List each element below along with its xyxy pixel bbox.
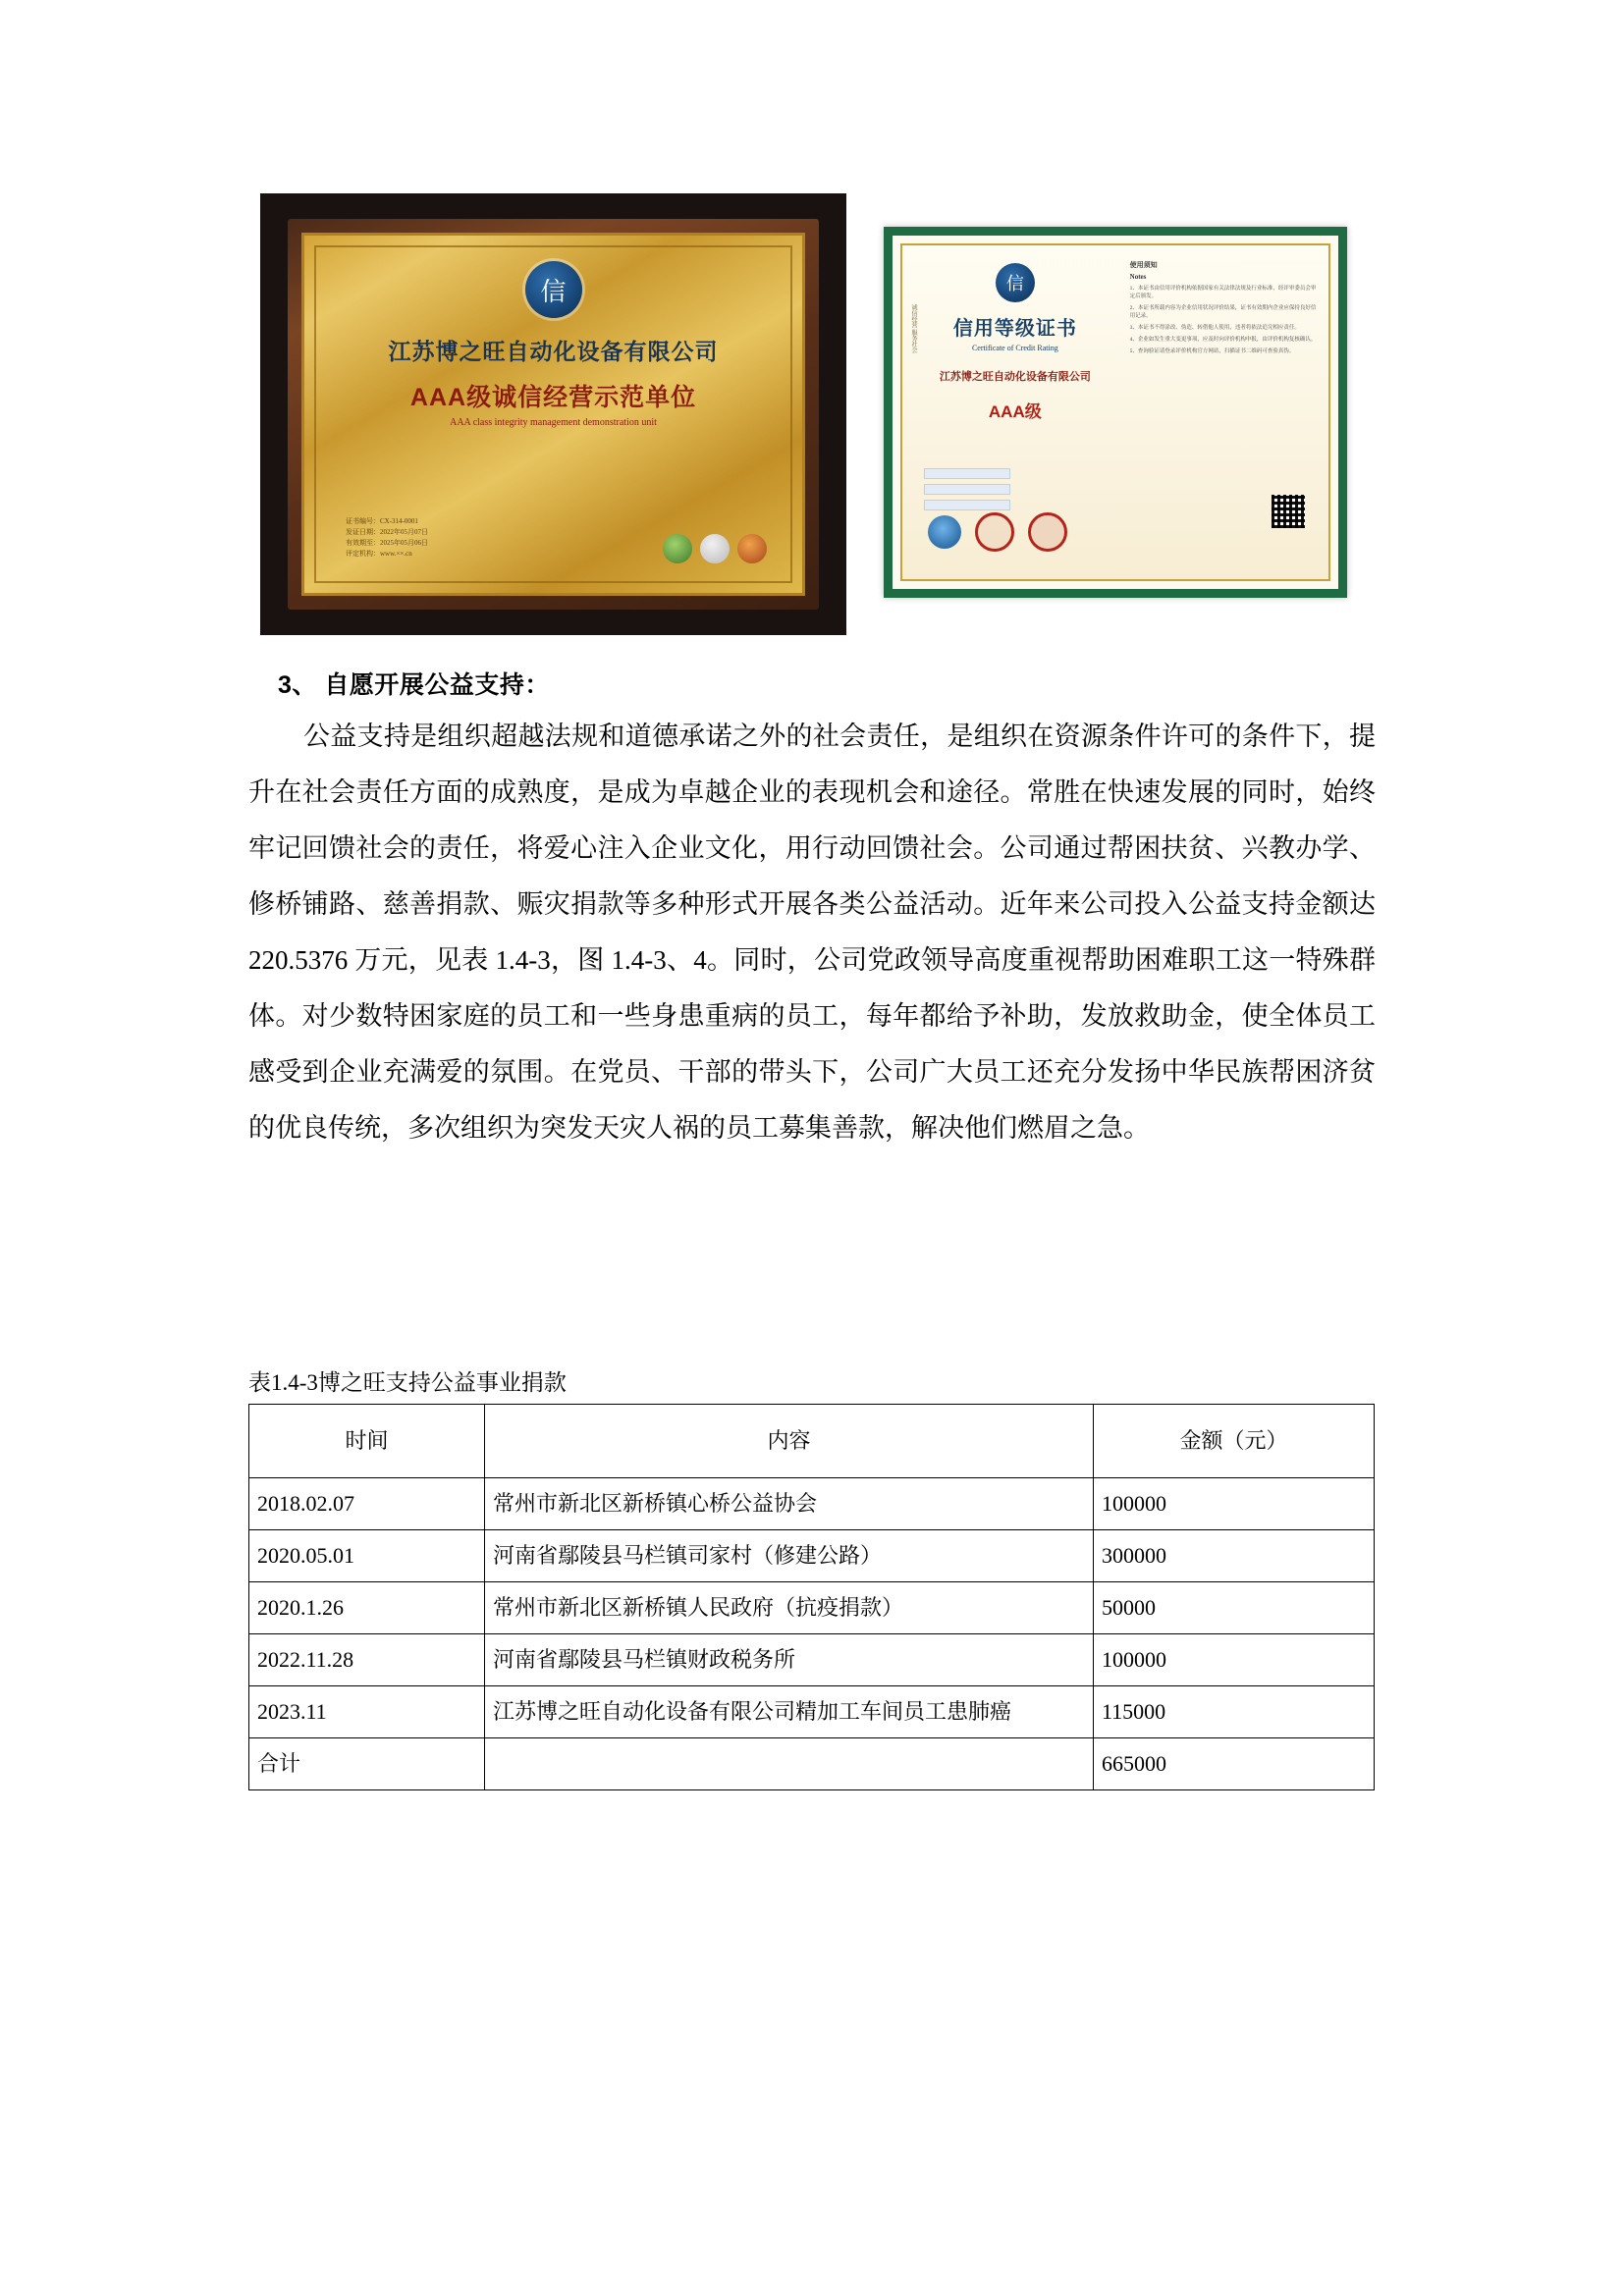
certificate-inner bbox=[900, 243, 1330, 581]
table-row bbox=[249, 1582, 1375, 1634]
plaque-award-title-en: AAA class integrity management demonstration unit bbox=[450, 417, 657, 428]
cell-time: 2018.02.07 bbox=[249, 1478, 485, 1530]
plaque-detail-line: 证书编号：CX-314-0001 bbox=[346, 517, 418, 525]
plaque-frame bbox=[288, 219, 819, 610]
column-header-time: 时间 bbox=[249, 1405, 485, 1478]
table-header-row bbox=[249, 1405, 1375, 1478]
table-caption: 表1.4-3博之旺支持公益事业捐款 bbox=[248, 1370, 567, 1395]
column-header-content: 内容 bbox=[485, 1405, 1094, 1478]
cell-amount: 300000 bbox=[1094, 1530, 1375, 1582]
certificate-title: 信用等级证书 bbox=[952, 318, 1077, 340]
certificate-notes-heading-en: Notes bbox=[1129, 273, 1147, 281]
plaque-logo-icon bbox=[663, 534, 692, 563]
plaque-logo-icon bbox=[700, 534, 730, 563]
certificate-note: 4、企业如发生重大变更事项，应及时向评价机构申报，由评价机构复核确认。 bbox=[1129, 337, 1317, 343]
table-row bbox=[249, 1686, 1375, 1738]
certificate-grade: AAA级 bbox=[988, 402, 1042, 421]
cell-time: 2023.11 bbox=[249, 1686, 485, 1738]
certificate-note: 3、本证书不得涂改、伪造、转借他人使用，违者将依法追究相应责任。 bbox=[1129, 325, 1300, 331]
cell-content: 江苏博之旺自动化设备有限公司精加工车间员工患肺癌 bbox=[485, 1686, 1094, 1738]
certificate-field-bar bbox=[924, 484, 1010, 495]
plaque-logo-icon bbox=[737, 534, 767, 563]
plaque-logo-group bbox=[663, 534, 767, 563]
body-paragraph: 公益支持是组织超越法规和道德承诺之外的社会责任，是组织在资源条件许可的条件下，提升在社会责任方面的成熟度，是成为卓越企业的表现机会和途径。常胜在快速发展的同时，始终牢记回馈社会的责任，将爱心注入企业文化，用行动回馈社会。公司通过帮困扶贫、兴教办学、修桥铺路、慈善捐款、赈灾捐款等多种形式开展各类公益活动。近年来公司投入公益支持金额达 220.5376 万元，见表 1.4-3，图 1.4-3、4。同时，公司党政领导高度重视帮助困难职工这一特殊群体。对少数特困家庭的员工和一些身患重病的员工，每年都给予补助，发放救助金，使全体员工感受到企业充满爱的氛围。在党员、干部的带头下，公司广大员工还充分发扬中华民族帮困济贫的优良传统，多次组织为突发天灾人祸的员工募集善款，解决他们燃眉之急。 bbox=[248, 721, 1376, 1143]
cell-amount: 115000 bbox=[1094, 1686, 1375, 1738]
certificate-notes-title: 使用须知 bbox=[1129, 261, 1158, 269]
credit-certificate-photo bbox=[846, 193, 1375, 635]
plaque-detail-lines bbox=[346, 516, 428, 560]
plaque-detail-line: 评定机构：www.××.cn bbox=[346, 550, 412, 558]
plaque-photo bbox=[260, 193, 846, 635]
certificate-note: 1、本证书由信用评价机构依据国家有关法律法规及行业标准，经评审委员会审定后颁发。 bbox=[1129, 286, 1317, 299]
certificate-title-en: Certificate of Credit Rating bbox=[971, 344, 1058, 352]
certificates-image-block bbox=[260, 193, 1375, 635]
credit-emblem-icon: 信 bbox=[525, 261, 582, 318]
certificate-company-name: 江苏博之旺自动化设备有限公司 bbox=[939, 371, 1091, 383]
cell-time: 2020.05.01 bbox=[249, 1530, 485, 1582]
certificate-left-panel bbox=[902, 245, 1124, 579]
table-row bbox=[249, 1478, 1375, 1530]
column-header-amount: 金额（元） bbox=[1094, 1405, 1375, 1478]
certificate-note: 2、本证书所载内容为企业信用状况评价结果，证书有效期内企业应保持良好信用记录。 bbox=[1129, 305, 1317, 319]
certificate-notes-panel bbox=[1124, 245, 1328, 579]
certificate-card bbox=[884, 227, 1347, 598]
cell-content: 河南省鄢陵县马栏镇司家村（修建公路） bbox=[485, 1530, 1094, 1582]
cell-amount: 50000 bbox=[1094, 1582, 1375, 1634]
certificate-field-bar bbox=[924, 500, 1010, 510]
cell-total-amount: 665000 bbox=[1094, 1738, 1375, 1790]
cell-content: 河南省鄢陵县马栏镇财政税务所 bbox=[485, 1634, 1094, 1686]
cell-total-label: 合计 bbox=[249, 1738, 485, 1790]
cell-amount: 100000 bbox=[1094, 1634, 1375, 1686]
plaque-detail-line: 有效期至：2025年05月06日 bbox=[346, 539, 428, 547]
plaque-award-title: AAA级诚信经营示范单位 bbox=[409, 384, 697, 411]
plaque-detail-line: 发证日期：2022年05月07日 bbox=[346, 528, 428, 536]
cell-content: 常州市新北区新桥镇人民政府（抗疫捐款） bbox=[485, 1582, 1094, 1634]
cell-time: 2020.1.26 bbox=[249, 1582, 485, 1634]
plaque-company-name: 江苏博之旺自动化设备有限公司 bbox=[388, 339, 719, 364]
certificate-seal-icon bbox=[1028, 512, 1067, 552]
certificate-seal-icon bbox=[975, 512, 1014, 552]
table-row-total bbox=[249, 1738, 1375, 1790]
cell-amount: 100000 bbox=[1094, 1478, 1375, 1530]
certificate-field-bar bbox=[924, 468, 1010, 479]
table-row bbox=[249, 1530, 1375, 1582]
plaque-inner bbox=[301, 233, 805, 596]
certificate-side-text: 诚信经营 服务社会 bbox=[910, 304, 916, 353]
donation-table bbox=[248, 1404, 1375, 1790]
certificate-field-bars bbox=[924, 468, 1010, 510]
qr-code-icon bbox=[1272, 495, 1305, 528]
certificate-seal-icon bbox=[928, 515, 961, 549]
section-heading: 3、 自愿开展公益支持： bbox=[278, 671, 550, 699]
credit-emblem-icon: 信 bbox=[996, 263, 1035, 302]
certificate-seal-group bbox=[928, 512, 1067, 552]
table-row bbox=[249, 1634, 1375, 1686]
cell-content bbox=[485, 1738, 1094, 1790]
cell-time: 2022.11.28 bbox=[249, 1634, 485, 1686]
cell-content: 常州市新北区新桥镇心桥公益协会 bbox=[485, 1478, 1094, 1530]
certificate-note: 5、查询验证请登录评价机构官方网站，扫描证书二维码可查验真伪。 bbox=[1129, 348, 1295, 354]
